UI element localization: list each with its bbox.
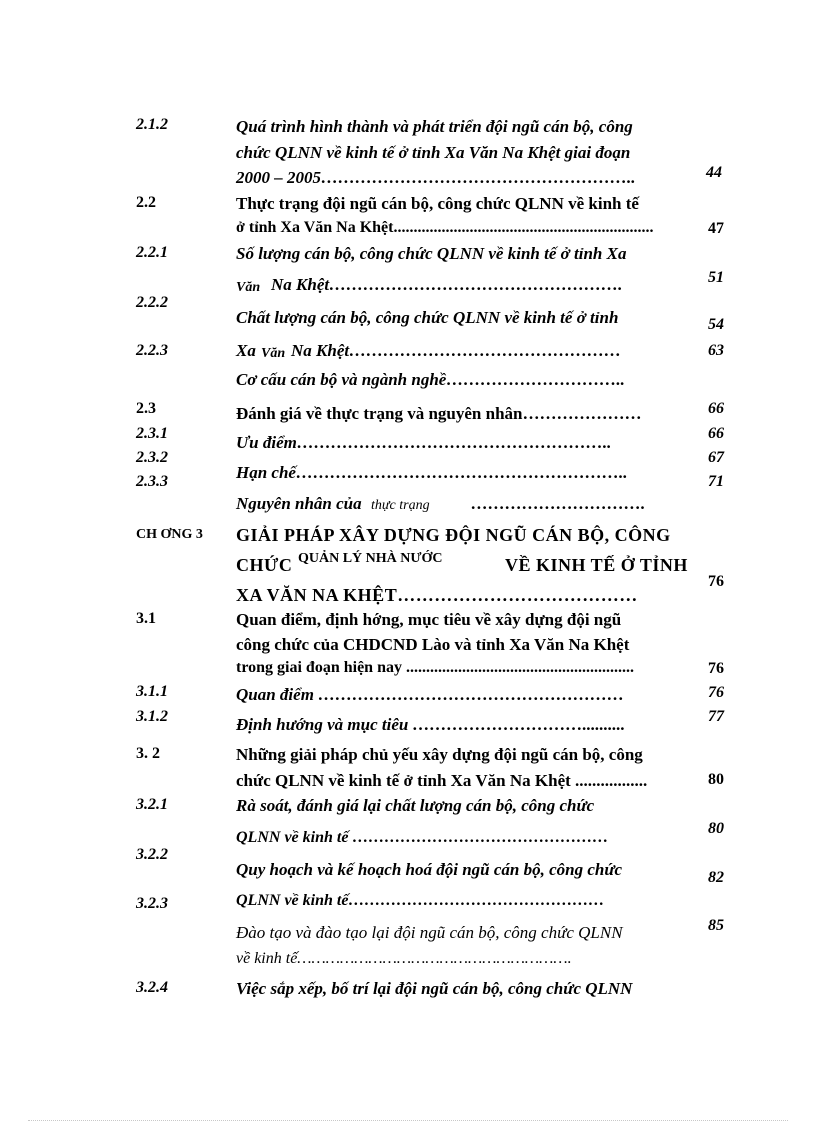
entry-page-number: 82 [708,869,724,886]
entry-number: 2.3.1 [136,425,168,442]
entry-number: 3. 2 [136,745,160,762]
entry-page-number: 66 [708,400,724,417]
entry-number: 2.2.2 [136,294,168,311]
entry-number: 2.2.3 [136,342,168,359]
entry-page-number: 80 [708,820,724,837]
entry-title-line: Quy hoạch và kế hoạch hoá đội ngũ cán bộ, công chức [236,860,623,879]
entry-title-line: Cơ cấu cán bộ và ngành nghề………………………….. [236,370,625,389]
entry-number: 3.2.2 [136,846,168,863]
entry-page-number: 63 [708,342,724,359]
entry-title-line: về kinh tế…………………………………………………. [236,950,572,967]
chapter-number: CH ƠNG 3 [136,527,203,542]
entry-title-line: Ưu điểm……………………………………………….. [236,433,612,452]
entry-page-number: 44 [706,164,722,181]
chapter-title-line: CHỨC [236,555,293,575]
entry-page-number: 66 [708,425,724,442]
entry-number: 2.2 [136,194,156,211]
entry-title-line: Chất lượng cán bộ, công chức QLNN về kinh tế ở tỉnh [236,308,619,327]
entry-title-line: Na Khệt………………………………………… [291,341,622,360]
entry-number: 3.1.1 [136,683,168,700]
entry-title-line: công chức của CHDCND Lào và tỉnh Xa Văn Na Khệt [236,635,630,654]
entry-title-line: Quan điểm ……………………………………………… [236,685,625,704]
entry-title-line: Na Khệt……………………………………………. [271,275,623,294]
entry-number: 2.2.1 [136,244,168,261]
entry-title-line: chức QLNN về kinh tế ở tỉnh Xa Văn Na Khệt giai đoạn [236,143,631,162]
entry-page-number: 71 [708,473,724,490]
page-bottom-divider [28,1120,788,1121]
entry-title-line: Quan điểm, định hớng, mục tiêu về xây dựng đội ngũ [236,610,622,629]
entry-number: 2.3 [136,400,156,417]
entry-title-line: Văn [261,346,286,361]
entry-page-number: 76 [708,573,724,590]
entry-page-number: 77 [708,708,724,725]
entry-title-line: Quá trình hình thành và phát triển đội ngũ cán bộ, công [236,117,633,136]
entry-number: 2.3.2 [136,449,168,466]
entry-title-line: Định hướng và mục tiêu ………………………….......... [236,715,626,734]
entry-number: 2.3.3 [136,473,168,490]
entry-title-line: trong giai đoạn hiện nay ......................................................... [236,659,634,676]
entry-title-line: 2000 – 2005……………………………………………….. [236,168,636,187]
entry-title-line: Đánh giá về thực trạng và nguyên nhân………………… [236,404,642,423]
entry-page-number: 76 [708,684,724,701]
chapter-title-line: XA VĂN NA KHỆT………………………………… [236,585,638,605]
entry-title-line: Số lượng cán bộ, công chức QLNN về kinh tế ở tỉnh Xa [236,244,627,263]
entry-title-line: chức QLNN về kinh tế ở tỉnh Xa Văn Na Khệt ................. [236,771,648,790]
chapter-title-line: VỀ KINH TẾ Ở TỈNH [505,555,688,575]
entry-number: 3.2.4 [136,979,168,996]
entry-page-number: 51 [708,269,724,286]
entry-title-line: Những giải pháp chủ yếu xây dựng đội ngũ cán bộ, công [236,745,643,764]
entry-title-line: thực trạng [371,498,430,513]
entry-page-number: 85 [708,917,724,934]
entry-number: 3.2.1 [136,796,168,813]
entry-page-number: 67 [708,449,724,466]
entry-title-line: Xa [236,341,256,360]
entry-title-line: Đào tạo và đào tạo lại đội ngũ cán bộ, công chức QLNN [236,923,623,942]
entry-title-line: Văn [236,280,261,295]
entry-title-line: Thực trạng đội ngũ cán bộ, công chức QLNN về kinh tế [236,194,639,213]
entry-title-line: …………………………. [471,494,646,513]
entry-title-line: Hạn chế………………………………………………….. [236,463,628,482]
entry-title-line: QLNN về kinh tế ………………………………………… [236,829,609,846]
entry-number: 3.1 [136,610,156,627]
entry-title-line: Nguyên nhân của [236,494,362,513]
entry-number: 2.1.2 [136,116,168,133]
chapter-title-line: GIẢI PHÁP XÂY DỰNG ĐỘI NGŨ CÁN BỘ, CÔNG [236,525,671,545]
entry-page-number: 47 [708,220,724,237]
entry-number: 3.1.2 [136,708,168,725]
entry-page-number: 54 [708,316,724,333]
entry-number: 3.2.3 [136,895,168,912]
entry-title-line: ở tỉnh Xa Văn Na Khệt................................................................. [236,219,654,236]
entry-page-number: 76 [708,660,724,677]
entry-title-line: Việc sắp xếp, bố trí lại đội ngũ cán bộ, công chức QLNN [236,979,633,998]
entry-title-line: Rà soát, đánh giá lại chất lượng cán bộ, công chức [236,796,595,815]
entry-title-line: QLNN về kinh tế………………………………………… [236,892,605,909]
chapter-title-line: QUẢN LÝ NHÀ NƯỚC [298,551,443,566]
entry-page-number: 80 [708,771,724,788]
